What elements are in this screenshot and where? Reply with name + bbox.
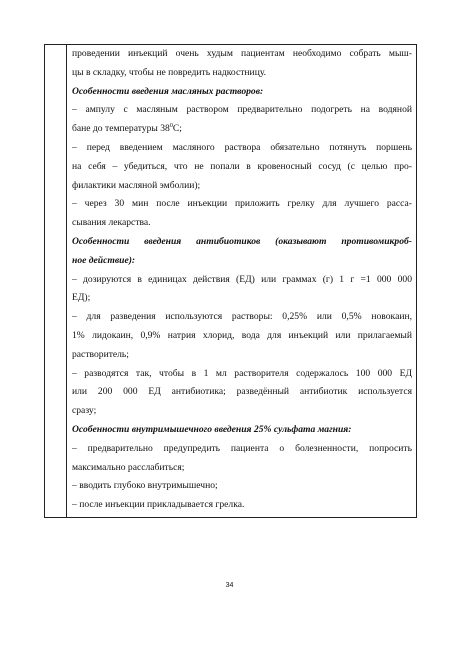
table-frame: [44, 44, 417, 518]
text-line: растворитель;: [72, 348, 129, 360]
text-line: сразу;: [72, 405, 97, 417]
text-line: – перед введением масляного раствора обязательно потянуть поршень: [72, 141, 412, 153]
text-line: – для разведения используются растворы: 0,25% или 0,5% новокаин,: [72, 311, 412, 323]
text-line: максимально расслабиться;: [72, 461, 185, 473]
text-line: – через 30 мин после инъекции приложить грелку для лучшего расса-: [72, 198, 412, 210]
text-line: ЕД);: [72, 292, 91, 304]
text-line: сывания лекарства.: [72, 217, 151, 229]
text-line: проведении инъекций очень худым пациентам необходимо собрать мыш-: [72, 48, 412, 59]
text-line: – предварительно предупредить пациента о болезненности, попросить: [72, 442, 412, 454]
text-line: Особенности введения масляных растворов:: [72, 85, 264, 97]
text-line: ное действие):: [72, 254, 136, 266]
page-number: 34: [225, 582, 234, 589]
text-line: или 200 000 ЕД антибиотика; разведённый антибиотик используется: [72, 386, 412, 398]
text-line: филактики масляной эмболии);: [72, 179, 201, 191]
text-line: – разводятся так, чтобы в 1 мл растворителя содержалось 100 000 ЕД: [72, 367, 412, 379]
text-line: – вводить глубоко внутримышечно;: [72, 480, 218, 492]
text-line: – после инъекции прикладывается грелка.: [72, 499, 245, 511]
text-line: бане до температуры $38^0C$;: [72, 123, 182, 135]
text-line: Особенности внутримышечного введения 25% сульфата магния:: [72, 423, 352, 435]
table-content-cell: [72, 45, 412, 515]
text-line: – дозируются в единицах действия (ЕД) или граммах (г) 1 г =1 000 000: [72, 273, 412, 285]
text-line: 1% лидокаин, 0,9% натрия хлорид, вода для инъекций или прилагаемый: [72, 329, 412, 341]
table-left-column: [45, 45, 67, 517]
text-line: – ампулу с масляным раствором предварительно подогреть на водяной: [72, 104, 412, 116]
text-line: Особенности введения антибиотиков (оказывают противомикроб-: [72, 235, 412, 247]
text-line: цы в складку, чтобы не повредить надкостницу.: [72, 66, 267, 78]
text-line: на себя – убедиться, что не попали в кровеносный сосуд (с целью про-: [72, 160, 412, 172]
